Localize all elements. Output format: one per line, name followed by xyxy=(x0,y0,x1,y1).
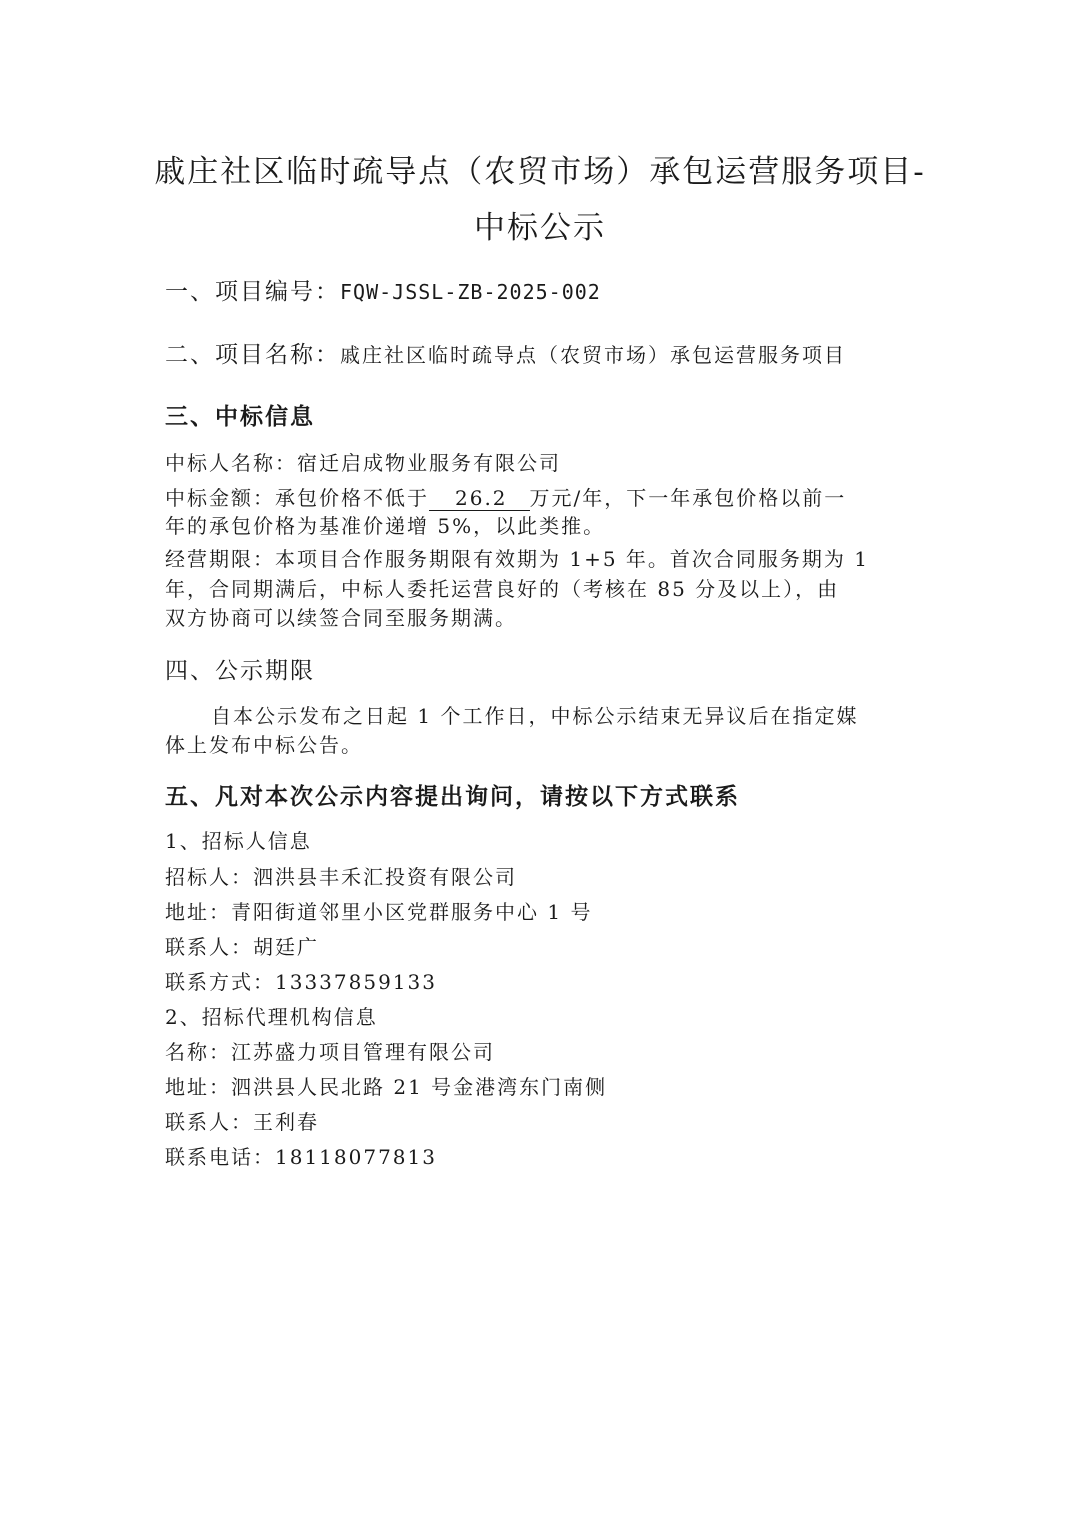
project-number-label: 一、项目编号： xyxy=(165,279,340,305)
tenderer-name: 招标人：泗洪县丰禾汇投资有限公司 xyxy=(165,865,517,889)
project-name-label: 二、项目名称： xyxy=(165,342,340,368)
publicity-period-line-2: 体上发布中标公告。 xyxy=(165,733,363,757)
agency-name: 名称：江苏盛力项目管理有限公司 xyxy=(165,1040,495,1064)
tenderer-phone: 联系方式：13337859133 xyxy=(165,970,437,994)
title-line-1: 戚庄社区临时疏导点（农贸市场）承包运营服务项目- xyxy=(154,154,926,190)
bid-amount xyxy=(165,483,846,513)
operation-period-line-3: 双方协商可以续签合同至服务期满。 xyxy=(165,606,517,630)
section-heading-bid-info: 三、中标信息 xyxy=(165,403,315,430)
agency-address: 地址：泗洪县人民北路 21 号金港湾东门南侧 xyxy=(165,1075,608,1099)
operation-period-line-1: 经营期限：本项目合作服务期限有效期为 1+5 年。首次合同服务期为 1 xyxy=(165,547,870,571)
bid-amount-prefix: 中标金额：承包价格不低于 xyxy=(165,486,429,510)
project-name xyxy=(165,336,846,369)
agency-contact: 联系人：王利春 xyxy=(165,1110,319,1134)
tenderer-info-title: 1、招标人信息 xyxy=(165,829,312,853)
operation-period-line-2: 年，合同期满后，中标人委托运营良好的（考核在 85 分及以上），由 xyxy=(165,577,840,601)
bid-amount-line-2: 年的承包价格为基准价递增 5%，以此类推。 xyxy=(165,514,606,538)
project-number xyxy=(165,273,601,306)
tenderer-address: 地址：青阳街道邻里小区党群服务中心 1 号 xyxy=(165,900,593,924)
section-heading-publicity-period: 四、公示期限 xyxy=(165,658,315,684)
project-number-value: FQW-JSSL-ZB-2025-002 xyxy=(340,280,601,304)
project-name-value: 戚庄社区临时疏导点（农贸市场）承包运营服务项目 xyxy=(340,343,846,367)
bid-amount-value: 26.2 xyxy=(429,486,530,511)
agency-info-title: 2、招标代理机构信息 xyxy=(165,1005,378,1029)
tenderer-contact: 联系人：胡廷广 xyxy=(165,935,319,959)
publicity-period-line-1: 自本公示发布之日起 1 个工作日，中标公示结束无异议后在指定媒 xyxy=(211,704,859,728)
winner-name: 中标人名称：宿迁启成物业服务有限公司 xyxy=(165,451,561,475)
title-line-2: 中标公示 xyxy=(474,210,606,246)
bid-amount-suffix: 万元/年，下一年承包价格以前一 xyxy=(529,486,847,510)
agency-phone: 联系电话：18118077813 xyxy=(165,1145,437,1169)
section-heading-contact: 五、凡对本次公示内容提出询问，请按以下方式联系 xyxy=(165,783,740,810)
